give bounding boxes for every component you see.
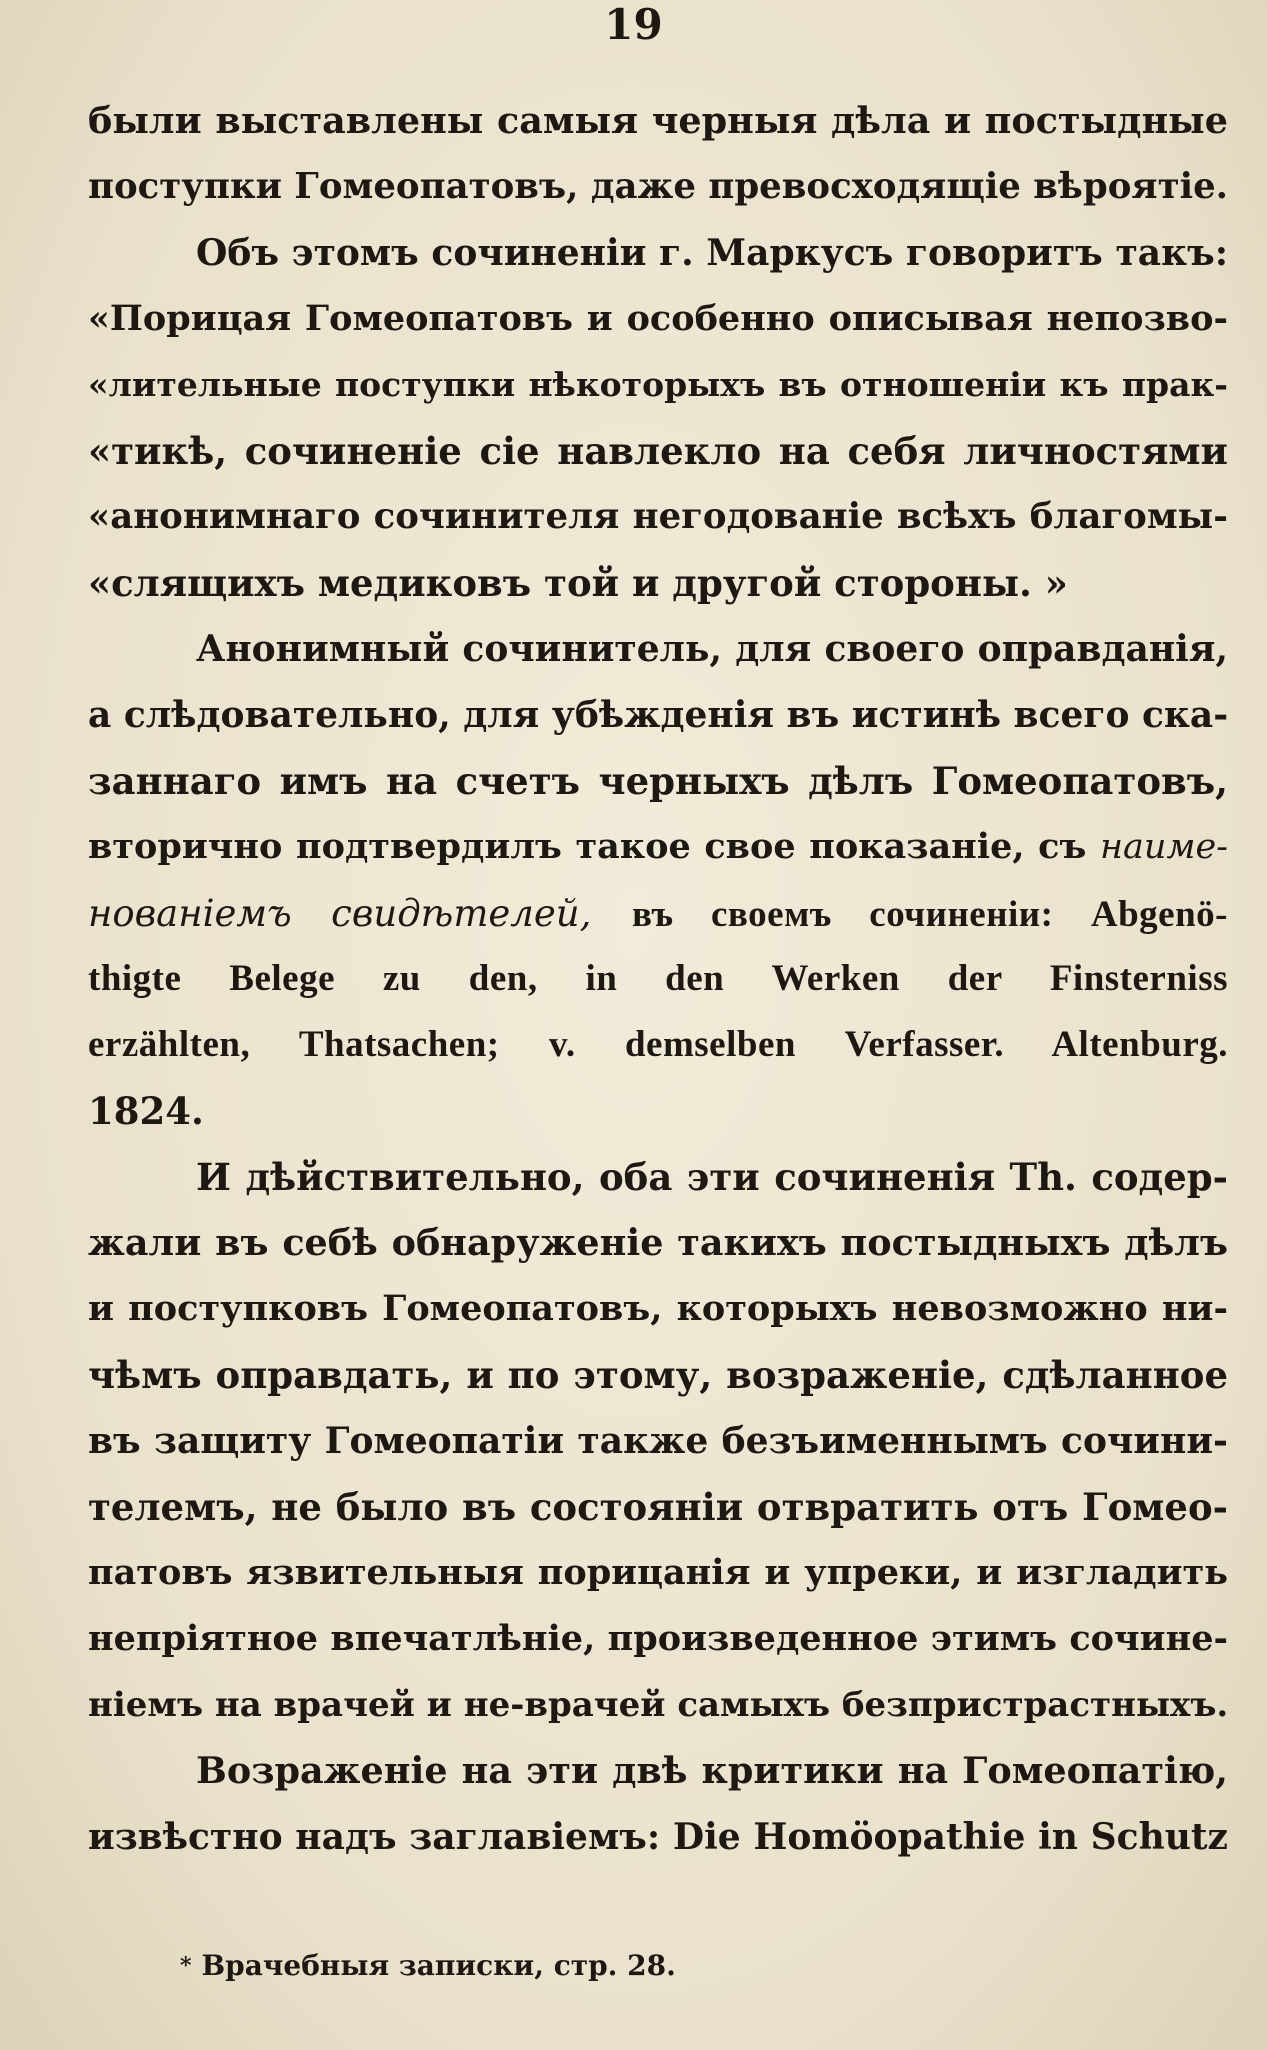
text-line: заннаго имъ на счетъ черныхъ дѣлъ Гомеопатовъ, [88,759,1228,803]
italic-segment: наиме- [1099,827,1229,867]
text-line: телемъ, не было въ состояніи отвратить отъ Гомео- [88,1485,1228,1529]
text-line: чѣмъ оправдать, и по этому, возраженіе, сдѣланное [88,1353,1228,1397]
text-line: Анонимный сочинитель, для своего оправданія, [196,628,1228,670]
text-line: erzählten, Thatsachen; v. demselben Verfasser. Altenburg. [88,1024,1228,1065]
text-line: «слящихъ медиковъ той и другой стороны. » [88,561,1068,605]
text-line: «лительные поступки нѣкоторыхъ въ отношеніи къ прак- [88,365,1228,404]
text-segment: въ своемъ сочиненіи: Abgenö- [631,894,1228,935]
text-line: ніемъ на врачей и не-врачей самыхъ безпристрастныхъ. [88,1685,1229,1725]
text-line: поступки Гомеопатовъ, даже превосходящіе вѣроятіе. [88,166,1229,207]
text-line: непріятное впечатлѣніе, произведенное этимъ сочине- [88,1618,1228,1659]
text-line: Возраженіе на эти двѣ критики на Гомеопатію, [196,1749,1228,1792]
text-line: «анонимнаго сочинителя негодованіе всѣхъ благомы- [88,496,1228,537]
text-line [88,814,1228,880]
footnote-text: Врачебныя записки, стр. 28. [201,1949,676,1982]
page-number: 19 [604,0,663,49]
body-text [88,88,1228,1870]
text-line: патовъ язвительныя порицанія и упреки, и изгладить [88,1552,1228,1593]
text-line: были выставлены самыя черныя дѣла и постыдные [88,99,1228,142]
text-line: а слѣдовательно, для убѣжденія въ истинѣ всего ска- [88,694,1229,736]
italic-segment: нованіемъ свидѣтелей, [88,892,592,935]
text-line: «Порицая Гомеопатовъ и особенно описывая непозво- [88,298,1228,339]
text-line: 1824. [88,1089,204,1133]
text-line: и поступковъ Гомеопатовъ, которыхъ невозможно ни- [88,1288,1228,1329]
text-line [88,880,1228,946]
text-segment: вторично подтвердилъ такое свое показаніе, съ [88,826,1087,867]
footnote-mark: * [180,1953,192,1979]
text-line: жали въ себѣ обнаруженіе такихъ постыдныхъ дѣлъ [88,1221,1228,1264]
text-line: Объ этомъ сочиненіи г. Маркусъ говоритъ такъ: [196,232,1228,274]
footnote [180,1946,676,1986]
text-line: «тикѣ, сочиненіе сіе навлекло на себя личностями [88,429,1228,473]
text-line: извѣстно надъ заглавіемъ: Die Homöopathie in Schutz [88,1816,1228,1858]
text-line: И дѣйствительно, оба эти сочиненія Th. содер- [196,1155,1228,1199]
text-line: thigte Belege zu den, in den Werken der Finsterniss [88,958,1228,999]
text-line: въ защиту Гомеопатіи также безъименнымъ сочини- [88,1420,1228,1462]
